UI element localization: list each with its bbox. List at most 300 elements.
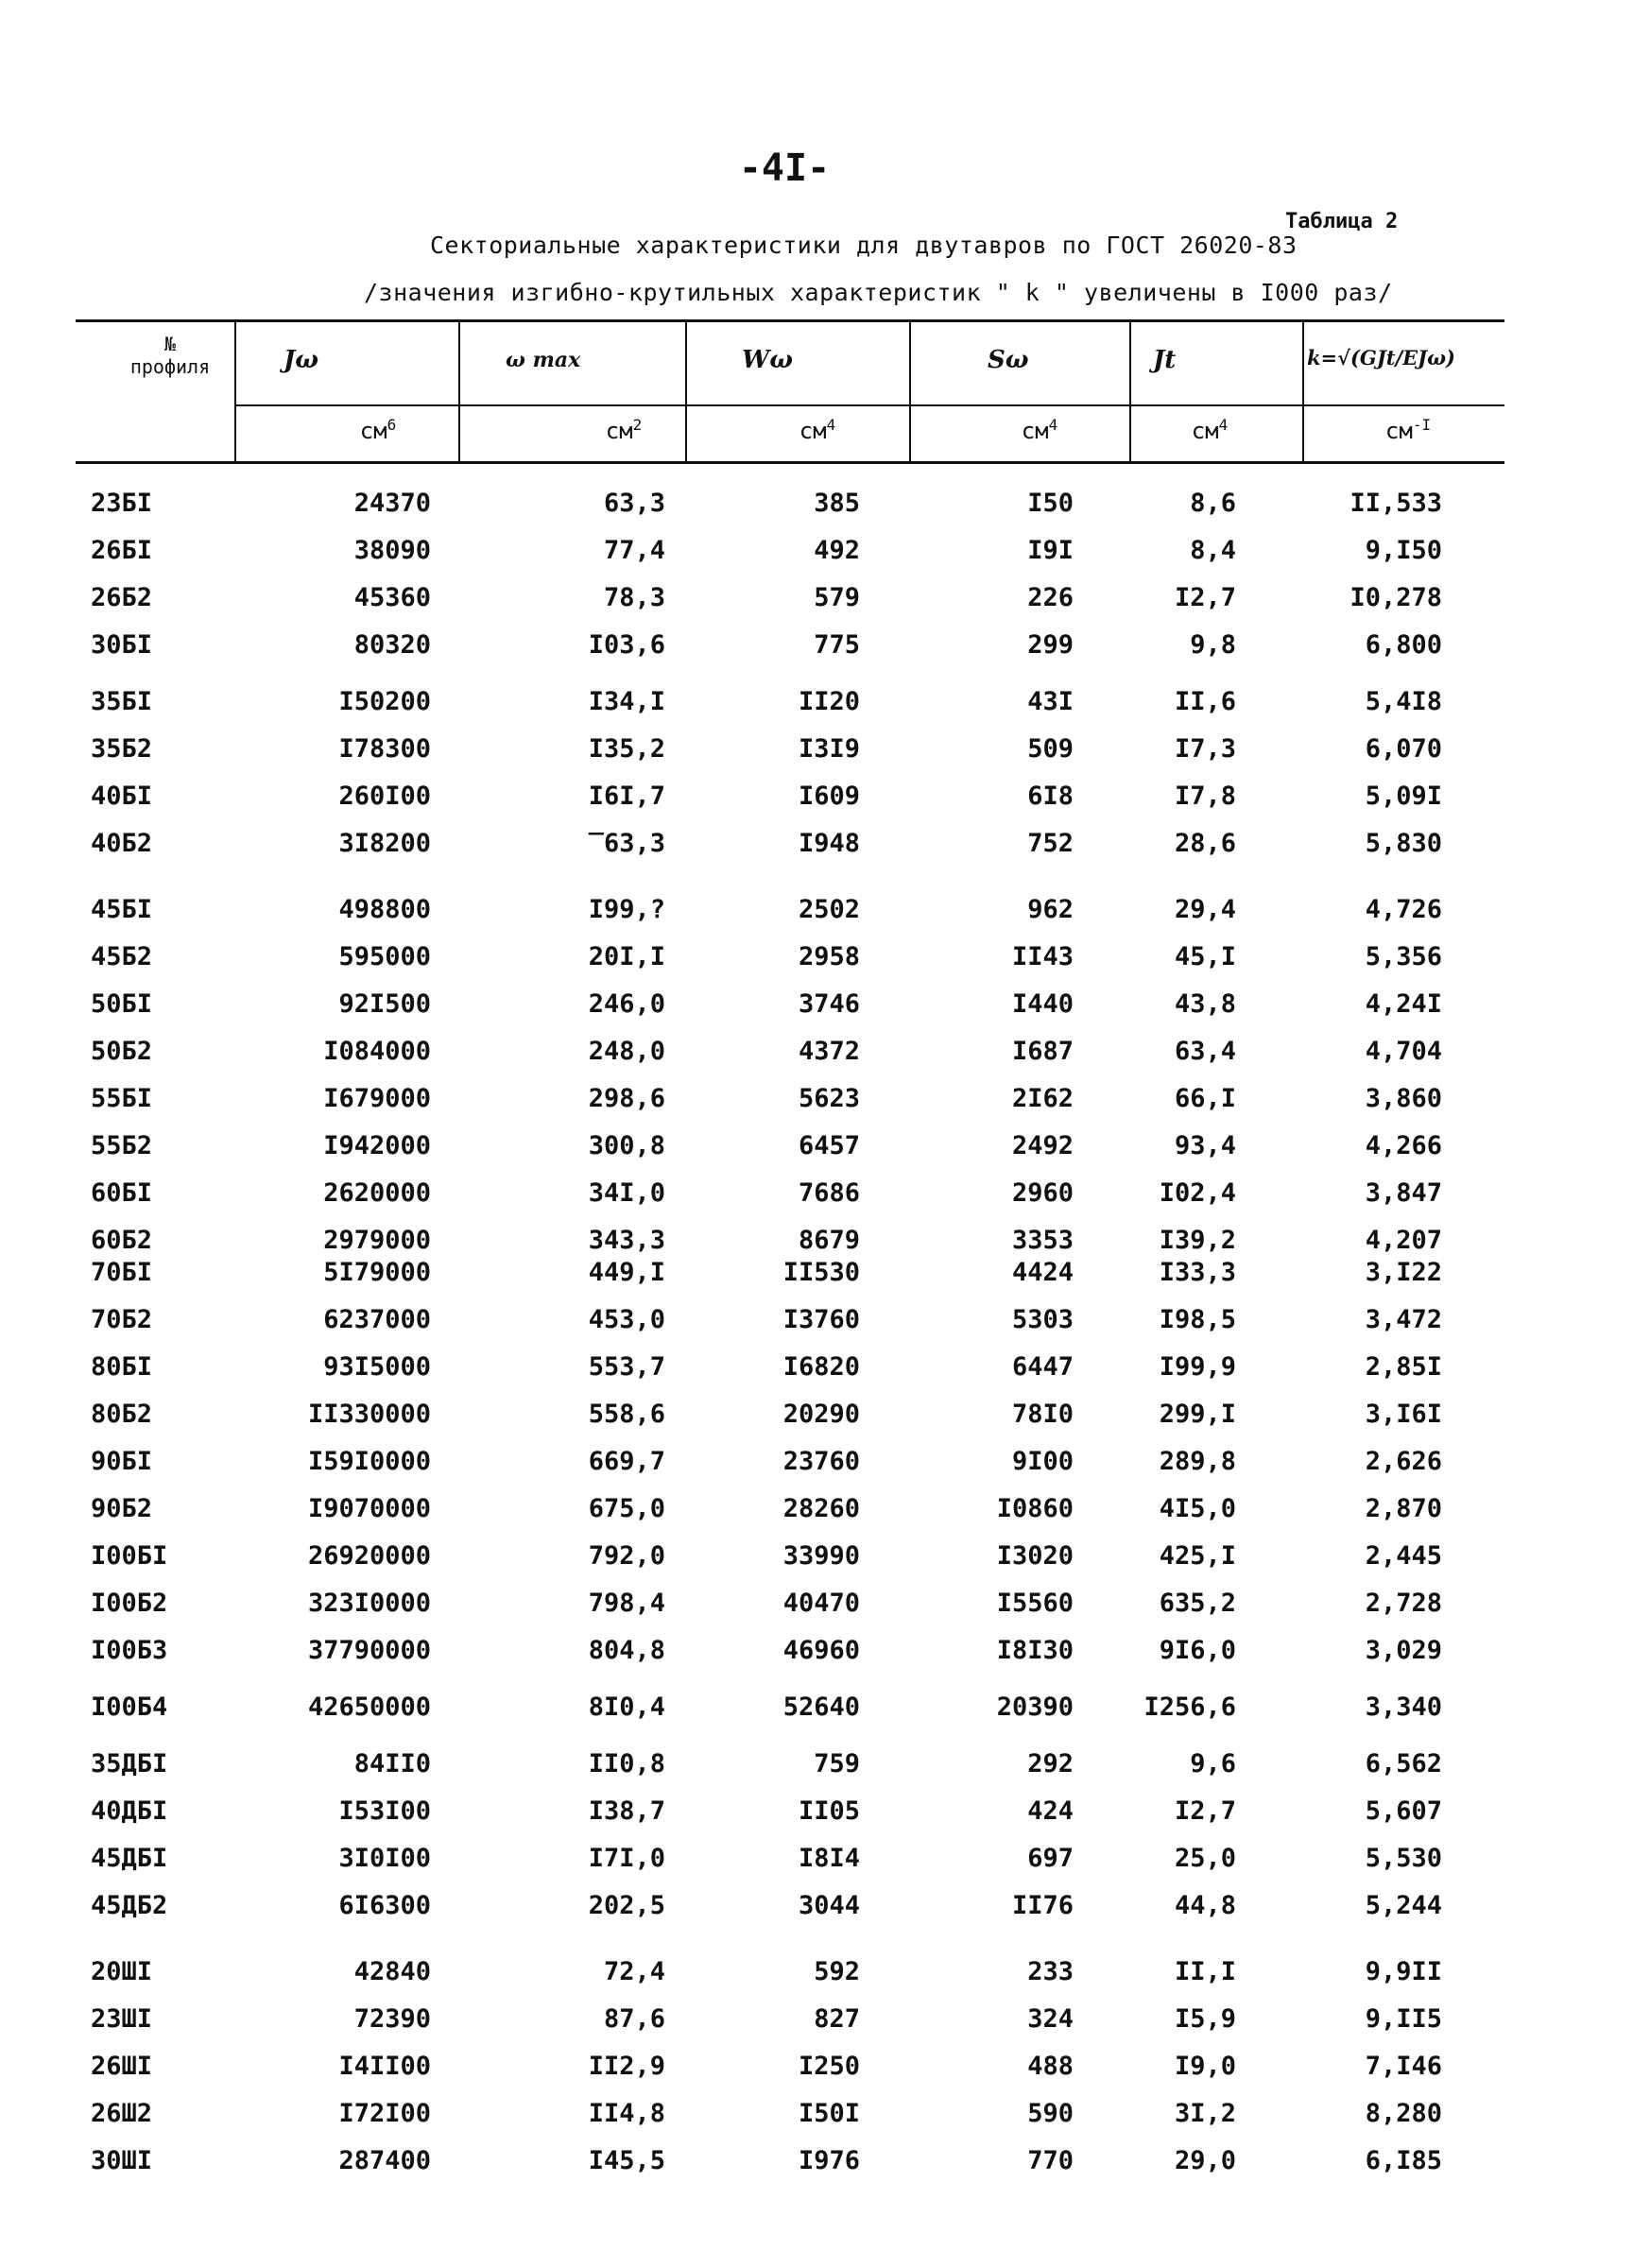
w-omega-value: I250 xyxy=(798,2052,860,2081)
header-j-omega: Jω xyxy=(284,346,319,374)
table-row xyxy=(0,1258,1633,1292)
jt-value: 299,I xyxy=(1159,1400,1236,1429)
j-omega-value: 323I0000 xyxy=(307,1589,431,1618)
table-row xyxy=(0,942,1633,976)
k-value: 3,340 xyxy=(1365,1692,1442,1722)
profile-number: 35Б2 xyxy=(91,734,153,764)
table-row xyxy=(0,1084,1633,1118)
s-omega-value: 233 xyxy=(1027,1957,1074,1986)
s-omega-value: 20390 xyxy=(996,1692,1074,1722)
omega-max-value: ‾63,3 xyxy=(588,829,665,858)
j-omega-value: I50200 xyxy=(338,687,431,716)
s-omega-value: 78I0 xyxy=(1011,1400,1074,1429)
table-row xyxy=(0,1844,1633,1878)
k-value: II,533 xyxy=(1349,489,1442,518)
omega-max-value: 63,3 xyxy=(603,489,665,518)
omega-max-value: I6I,7 xyxy=(588,782,665,811)
profile-number: 26ШI xyxy=(91,2052,153,2081)
w-omega-value: 5623 xyxy=(798,1084,860,1113)
jt-value: I33,3 xyxy=(1159,1258,1236,1287)
table-row xyxy=(0,895,1633,929)
omega-max-value: 675,0 xyxy=(588,1494,665,1523)
omega-max-value: II4,8 xyxy=(588,2099,665,2128)
jt-value: 45,I xyxy=(1174,942,1236,971)
table-row xyxy=(0,1636,1633,1670)
s-omega-value: 509 xyxy=(1027,734,1074,764)
w-omega-value: I8I4 xyxy=(798,1844,860,1873)
jt-value: I98,5 xyxy=(1159,1305,1236,1334)
w-omega-value: 33990 xyxy=(782,1541,860,1571)
header-k-formula: k=√(GJt/EJω) xyxy=(1307,346,1455,369)
s-omega-value: 43I xyxy=(1027,687,1074,716)
jt-value: I99,9 xyxy=(1159,1352,1236,1382)
profile-number: 30БI xyxy=(91,630,153,660)
unit-exponent: 4 xyxy=(1218,416,1229,434)
jt-value: 28,6 xyxy=(1174,829,1236,858)
omega-max-value: 298,6 xyxy=(588,1084,665,1113)
table-row xyxy=(0,1541,1633,1575)
omega-max-value: 8I0,4 xyxy=(588,1692,665,1722)
header-omega-max: ω max xyxy=(506,348,581,372)
j-omega-value: 3I8200 xyxy=(338,829,431,858)
w-omega-value: II20 xyxy=(798,687,860,716)
table-row xyxy=(0,489,1633,523)
w-omega-value: 8679 xyxy=(798,1226,860,1255)
k-value: 2,870 xyxy=(1365,1494,1442,1523)
s-omega-value: 2960 xyxy=(1011,1178,1074,1208)
table-row xyxy=(0,1891,1633,1925)
jt-value: 635,2 xyxy=(1159,1589,1236,1618)
profile-number: I00Б3 xyxy=(91,1636,168,1665)
s-omega-value: 962 xyxy=(1027,895,1074,924)
jt-value: 289,8 xyxy=(1159,1447,1236,1476)
unit-text: см xyxy=(1021,418,1049,444)
w-omega-value: 23760 xyxy=(782,1447,860,1476)
jt-value: 9I6,0 xyxy=(1159,1636,1236,1665)
omega-max-value: 669,7 xyxy=(588,1447,665,1476)
w-omega-value: II05 xyxy=(798,1796,860,1826)
table-row xyxy=(0,1749,1633,1783)
s-omega-value: 299 xyxy=(1027,630,1074,660)
jt-value: 8,4 xyxy=(1190,536,1236,565)
profile-number: 60БI xyxy=(91,1178,153,1208)
k-value: 4,266 xyxy=(1365,1131,1442,1160)
w-omega-value: 827 xyxy=(814,2004,860,2034)
k-value: 7,I46 xyxy=(1365,2052,1442,2081)
omega-max-value: 453,0 xyxy=(588,1305,665,1334)
unit-exponent: -I xyxy=(1412,416,1432,434)
header-w-omega: Wω xyxy=(742,346,793,374)
page-number: -4I- xyxy=(738,146,831,190)
profile-number: 40БI xyxy=(91,782,153,811)
k-value: 3,I22 xyxy=(1365,1258,1442,1287)
table-row xyxy=(0,1131,1633,1165)
profile-number: I00Б2 xyxy=(91,1589,168,1618)
omega-max-value: 34I,0 xyxy=(588,1178,665,1208)
profile-number: 20ШI xyxy=(91,1957,153,1986)
profile-number: 70БI xyxy=(91,1258,153,1287)
unit-text: см xyxy=(1191,418,1219,444)
s-omega-value: 6I8 xyxy=(1027,782,1074,811)
table-row xyxy=(0,1178,1633,1212)
profile-number: 26Б2 xyxy=(91,583,153,612)
w-omega-value: 52640 xyxy=(782,1692,860,1722)
s-omega-value: 3353 xyxy=(1011,1226,1074,1255)
w-omega-value: 2502 xyxy=(798,895,860,924)
j-omega-value: II330000 xyxy=(307,1400,431,1429)
j-omega-value: I4II00 xyxy=(338,2052,431,2081)
omega-max-value: 246,0 xyxy=(588,989,665,1019)
k-value: 9,9II xyxy=(1365,1957,1442,1986)
j-omega-value: 72390 xyxy=(353,2004,431,2034)
omega-max-value: 20I,I xyxy=(588,942,665,971)
j-omega-value: I72I00 xyxy=(338,2099,431,2128)
j-omega-value: 3I0I00 xyxy=(338,1844,431,1873)
jt-value: 4I5,0 xyxy=(1159,1494,1236,1523)
table-row xyxy=(0,734,1633,768)
k-value: 3,847 xyxy=(1365,1178,1442,1208)
j-omega-value: 24370 xyxy=(353,489,431,518)
k-value: 3,029 xyxy=(1365,1636,1442,1665)
profile-number: 45ДБ2 xyxy=(91,1891,168,1920)
k-value: 3,I6I xyxy=(1365,1400,1442,1429)
k-value: 4,207 xyxy=(1365,1226,1442,1255)
w-omega-value: 775 xyxy=(814,630,860,660)
profile-number: 55БI xyxy=(91,1084,153,1113)
s-omega-value: 292 xyxy=(1027,1749,1074,1778)
j-omega-value: 260I00 xyxy=(338,782,431,811)
profile-number: 30ШI xyxy=(91,2146,153,2175)
table-row xyxy=(0,989,1633,1023)
w-omega-value: 3746 xyxy=(798,989,860,1019)
w-omega-value: 492 xyxy=(814,536,860,565)
profile-number: 55Б2 xyxy=(91,1131,153,1160)
omega-max-value: 804,8 xyxy=(588,1636,665,1665)
omega-max-value: 300,8 xyxy=(588,1131,665,1160)
w-omega-value: I609 xyxy=(798,782,860,811)
unit-text: см xyxy=(605,418,633,444)
omega-max-value: I7I,0 xyxy=(588,1844,665,1873)
profile-number: 90Б2 xyxy=(91,1494,153,1523)
profile-number: 60Б2 xyxy=(91,1226,153,1255)
jt-value: 66,I xyxy=(1174,1084,1236,1113)
j-omega-value: 6237000 xyxy=(323,1305,431,1334)
j-omega-value: 37790000 xyxy=(307,1636,431,1665)
s-omega-value: 590 xyxy=(1027,2099,1074,2128)
w-omega-value: 3044 xyxy=(798,1891,860,1920)
k-value: 5,244 xyxy=(1365,1891,1442,1920)
table-row xyxy=(0,829,1633,863)
profile-number: 26Ш2 xyxy=(91,2099,153,2128)
jt-value: 93,4 xyxy=(1174,1131,1236,1160)
omega-max-value: 449,I xyxy=(588,1258,665,1287)
table-row xyxy=(0,1692,1633,1727)
k-value: 2,728 xyxy=(1365,1589,1442,1618)
jt-value: 9,6 xyxy=(1190,1749,1236,1778)
k-value: 6,800 xyxy=(1365,630,1442,660)
table-row xyxy=(0,583,1633,617)
jt-value: 44,8 xyxy=(1174,1891,1236,1920)
jt-value: I5,9 xyxy=(1174,2004,1236,2034)
table-row xyxy=(0,536,1633,570)
header-s-omega: Sω xyxy=(988,346,1029,374)
table-row xyxy=(0,1796,1633,1830)
table-row xyxy=(0,1226,1633,1260)
j-omega-value: 26920000 xyxy=(307,1541,431,1571)
unit-text: см xyxy=(359,418,387,444)
table-row xyxy=(0,1589,1633,1623)
j-omega-value: I9070000 xyxy=(307,1494,431,1523)
s-omega-value: II43 xyxy=(1011,942,1074,971)
table-row xyxy=(0,1447,1633,1481)
k-value: 9,II5 xyxy=(1365,2004,1442,2034)
k-value: 5,356 xyxy=(1365,942,1442,971)
w-omega-value: I3760 xyxy=(782,1305,860,1334)
table-subtitle: /значения изгибно-крутильных характеристик " k " увеличены в I000 раз/ xyxy=(364,279,1393,306)
table-row xyxy=(0,1305,1633,1339)
jt-value: I256,6 xyxy=(1143,1692,1236,1722)
omega-max-value: 77,4 xyxy=(603,536,665,565)
w-omega-value: 385 xyxy=(814,489,860,518)
table-row xyxy=(0,2004,1633,2038)
jt-value: I2,7 xyxy=(1174,583,1236,612)
jt-value: 3I,2 xyxy=(1174,2099,1236,2128)
k-value: 5,830 xyxy=(1365,829,1442,858)
jt-value: 29,0 xyxy=(1174,2146,1236,2175)
table-row xyxy=(0,1037,1633,1071)
unit-exponent: 2 xyxy=(632,416,643,434)
profile-number: 26БI xyxy=(91,536,153,565)
w-omega-value: 2958 xyxy=(798,942,860,971)
jt-value: 25,0 xyxy=(1174,1844,1236,1873)
jt-value: II,I xyxy=(1174,1957,1236,1986)
unit-exponent: 4 xyxy=(826,416,836,434)
omega-max-value: I38,7 xyxy=(588,1796,665,1826)
table-row xyxy=(0,687,1633,721)
jt-value: 425,I xyxy=(1159,1541,1236,1571)
omega-max-value: I45,5 xyxy=(588,2146,665,2175)
profile-number: 50Б2 xyxy=(91,1037,153,1066)
profile-number: 45БI xyxy=(91,895,153,924)
omega-max-value: 343,3 xyxy=(588,1226,665,1255)
w-omega-value: 592 xyxy=(814,1957,860,1986)
s-omega-value: I687 xyxy=(1011,1037,1074,1066)
w-omega-value: 28260 xyxy=(782,1494,860,1523)
s-omega-value: 2492 xyxy=(1011,1131,1074,1160)
s-omega-value: I0860 xyxy=(996,1494,1074,1523)
profile-number: 23ШI xyxy=(91,2004,153,2034)
table-row xyxy=(0,2146,1633,2180)
j-omega-value: 93I5000 xyxy=(323,1352,431,1382)
k-value: 5,4I8 xyxy=(1365,687,1442,716)
omega-max-value: 798,4 xyxy=(588,1589,665,1618)
jt-value: I2,7 xyxy=(1174,1796,1236,1826)
profile-number: 35ДБI xyxy=(91,1749,168,1778)
k-value: 3,472 xyxy=(1365,1305,1442,1334)
j-omega-value: 2620000 xyxy=(323,1178,431,1208)
s-omega-value: 226 xyxy=(1027,583,1074,612)
unit-text: см xyxy=(1384,418,1413,444)
profile-number: I00БI xyxy=(91,1541,168,1571)
s-omega-value: I8I30 xyxy=(996,1636,1074,1665)
header-jt: Jt xyxy=(1153,346,1177,374)
profile-number: 45Б2 xyxy=(91,942,153,971)
table-row xyxy=(0,630,1633,664)
s-omega-value: I50 xyxy=(1027,489,1074,518)
jt-value: 29,4 xyxy=(1174,895,1236,924)
profile-number: 50БI xyxy=(91,989,153,1019)
w-omega-value: 46960 xyxy=(782,1636,860,1665)
jt-value: I39,2 xyxy=(1159,1226,1236,1255)
j-omega-value: I942000 xyxy=(323,1131,431,1160)
s-omega-value: I9I xyxy=(1027,536,1074,565)
profile-number: 35БI xyxy=(91,687,153,716)
omega-max-value: I99,? xyxy=(588,895,665,924)
profile-number: 23БI xyxy=(91,489,153,518)
jt-value: II,6 xyxy=(1174,687,1236,716)
profile-number: 90БI xyxy=(91,1447,153,1476)
s-omega-value: I3020 xyxy=(996,1541,1074,1571)
j-omega-value: I679000 xyxy=(323,1084,431,1113)
w-omega-value: I3I9 xyxy=(798,734,860,764)
table-row xyxy=(0,1957,1633,1991)
jt-value: I02,4 xyxy=(1159,1178,1236,1208)
omega-max-value: 202,5 xyxy=(588,1891,665,1920)
j-omega-value: 38090 xyxy=(353,536,431,565)
profile-number: 80БI xyxy=(91,1352,153,1382)
omega-max-value: 87,6 xyxy=(603,2004,665,2034)
k-value: 6,I85 xyxy=(1365,2146,1442,2175)
s-omega-value: 4424 xyxy=(1011,1258,1074,1287)
j-omega-value: I084000 xyxy=(323,1037,431,1066)
k-value: 5,607 xyxy=(1365,1796,1442,1826)
omega-max-value: II0,8 xyxy=(588,1749,665,1778)
s-omega-value: 9I00 xyxy=(1011,1447,1074,1476)
jt-value: I9,0 xyxy=(1174,2052,1236,2081)
w-omega-value: I948 xyxy=(798,829,860,858)
s-omega-value: 6447 xyxy=(1011,1352,1074,1382)
omega-max-value: I35,2 xyxy=(588,734,665,764)
jt-value: I7,8 xyxy=(1174,782,1236,811)
omega-max-value: 72,4 xyxy=(603,1957,665,1986)
jt-value: 8,6 xyxy=(1190,489,1236,518)
w-omega-value: 4372 xyxy=(798,1037,860,1066)
s-omega-value: 752 xyxy=(1027,829,1074,858)
w-omega-value: 20290 xyxy=(782,1400,860,1429)
j-omega-value: 287400 xyxy=(338,2146,431,2175)
s-omega-value: II76 xyxy=(1011,1891,1074,1920)
w-omega-value: 579 xyxy=(814,583,860,612)
j-omega-value: 2979000 xyxy=(323,1226,431,1255)
j-omega-value: 5I79000 xyxy=(323,1258,431,1287)
s-omega-value: 488 xyxy=(1027,2052,1074,2081)
w-omega-value: I50I xyxy=(798,2099,860,2128)
table-row xyxy=(0,782,1633,816)
k-value: 5,09I xyxy=(1365,782,1442,811)
unit-exponent: 6 xyxy=(387,416,397,434)
omega-max-value: II2,9 xyxy=(588,2052,665,2081)
s-omega-value: 697 xyxy=(1027,1844,1074,1873)
j-omega-value: 84II0 xyxy=(353,1749,431,1778)
profile-number: 40ДБI xyxy=(91,1796,168,1826)
w-omega-value: 6457 xyxy=(798,1131,860,1160)
j-omega-value: I78300 xyxy=(338,734,431,764)
table-title: Секториальные характеристики для двутавров по ГОСТ 26020-83 xyxy=(430,232,1298,259)
j-omega-value: 595000 xyxy=(338,942,431,971)
profile-label: профиля xyxy=(129,355,211,378)
unit-exponent: 4 xyxy=(1048,416,1058,434)
j-omega-value: 42650000 xyxy=(307,1692,431,1722)
k-value: 5,530 xyxy=(1365,1844,1442,1873)
k-value: 3,860 xyxy=(1365,1084,1442,1113)
jt-value: 63,4 xyxy=(1174,1037,1236,1066)
omega-max-value: 248,0 xyxy=(588,1037,665,1066)
table-row xyxy=(0,2099,1633,2133)
s-omega-value: 424 xyxy=(1027,1796,1074,1826)
table-label: Таблица 2 xyxy=(1285,210,1399,233)
omega-max-value: I34,I xyxy=(588,687,665,716)
profile-number: I00Б4 xyxy=(91,1692,168,1722)
omega-max-value: 792,0 xyxy=(588,1541,665,1571)
w-omega-value: 7686 xyxy=(798,1178,860,1208)
k-value: 2,445 xyxy=(1365,1541,1442,1571)
w-omega-value: 40470 xyxy=(782,1589,860,1618)
k-value: 8,280 xyxy=(1365,2099,1442,2128)
j-omega-value: 92I500 xyxy=(338,989,431,1019)
table-row xyxy=(0,1352,1633,1386)
omega-max-value: 553,7 xyxy=(588,1352,665,1382)
k-value: 2,626 xyxy=(1365,1447,1442,1476)
omega-max-value: I03,6 xyxy=(588,630,665,660)
j-omega-value: 80320 xyxy=(353,630,431,660)
jt-value: 43,8 xyxy=(1174,989,1236,1019)
profile-number: 80Б2 xyxy=(91,1400,153,1429)
k-value: 9,I50 xyxy=(1365,536,1442,565)
table-row xyxy=(0,1400,1633,1434)
s-omega-value: I440 xyxy=(1011,989,1074,1019)
k-value: I0,278 xyxy=(1349,583,1442,612)
omega-max-value: 78,3 xyxy=(603,583,665,612)
table-row xyxy=(0,2052,1633,2086)
k-value: 6,070 xyxy=(1365,734,1442,764)
w-omega-value: II530 xyxy=(782,1258,860,1287)
j-omega-value: I59I0000 xyxy=(307,1447,431,1476)
s-omega-value: 2I62 xyxy=(1011,1084,1074,1113)
profile-number: 45ДБI xyxy=(91,1844,168,1873)
jt-value: I7,3 xyxy=(1174,734,1236,764)
profile-number-sign: № xyxy=(163,333,177,355)
k-value: 6,562 xyxy=(1365,1749,1442,1778)
k-value: 4,24I xyxy=(1365,989,1442,1019)
j-omega-value: 42840 xyxy=(353,1957,431,1986)
w-omega-value: 759 xyxy=(814,1749,860,1778)
w-omega-value: I976 xyxy=(798,2146,860,2175)
s-omega-value: 770 xyxy=(1027,2146,1074,2175)
profile-number: 70Б2 xyxy=(91,1305,153,1334)
j-omega-value: 45360 xyxy=(353,583,431,612)
s-omega-value: I5560 xyxy=(996,1589,1074,1618)
j-omega-value: 6I6300 xyxy=(338,1891,431,1920)
s-omega-value: 5303 xyxy=(1011,1305,1074,1334)
s-omega-value: 324 xyxy=(1027,2004,1074,2034)
k-value: 4,726 xyxy=(1365,895,1442,924)
j-omega-value: 498800 xyxy=(338,895,431,924)
k-value: 2,85I xyxy=(1365,1352,1442,1382)
table-row xyxy=(0,1494,1633,1528)
w-omega-value: I6820 xyxy=(782,1352,860,1382)
jt-value: 9,8 xyxy=(1190,630,1236,660)
unit-text: см xyxy=(799,418,827,444)
